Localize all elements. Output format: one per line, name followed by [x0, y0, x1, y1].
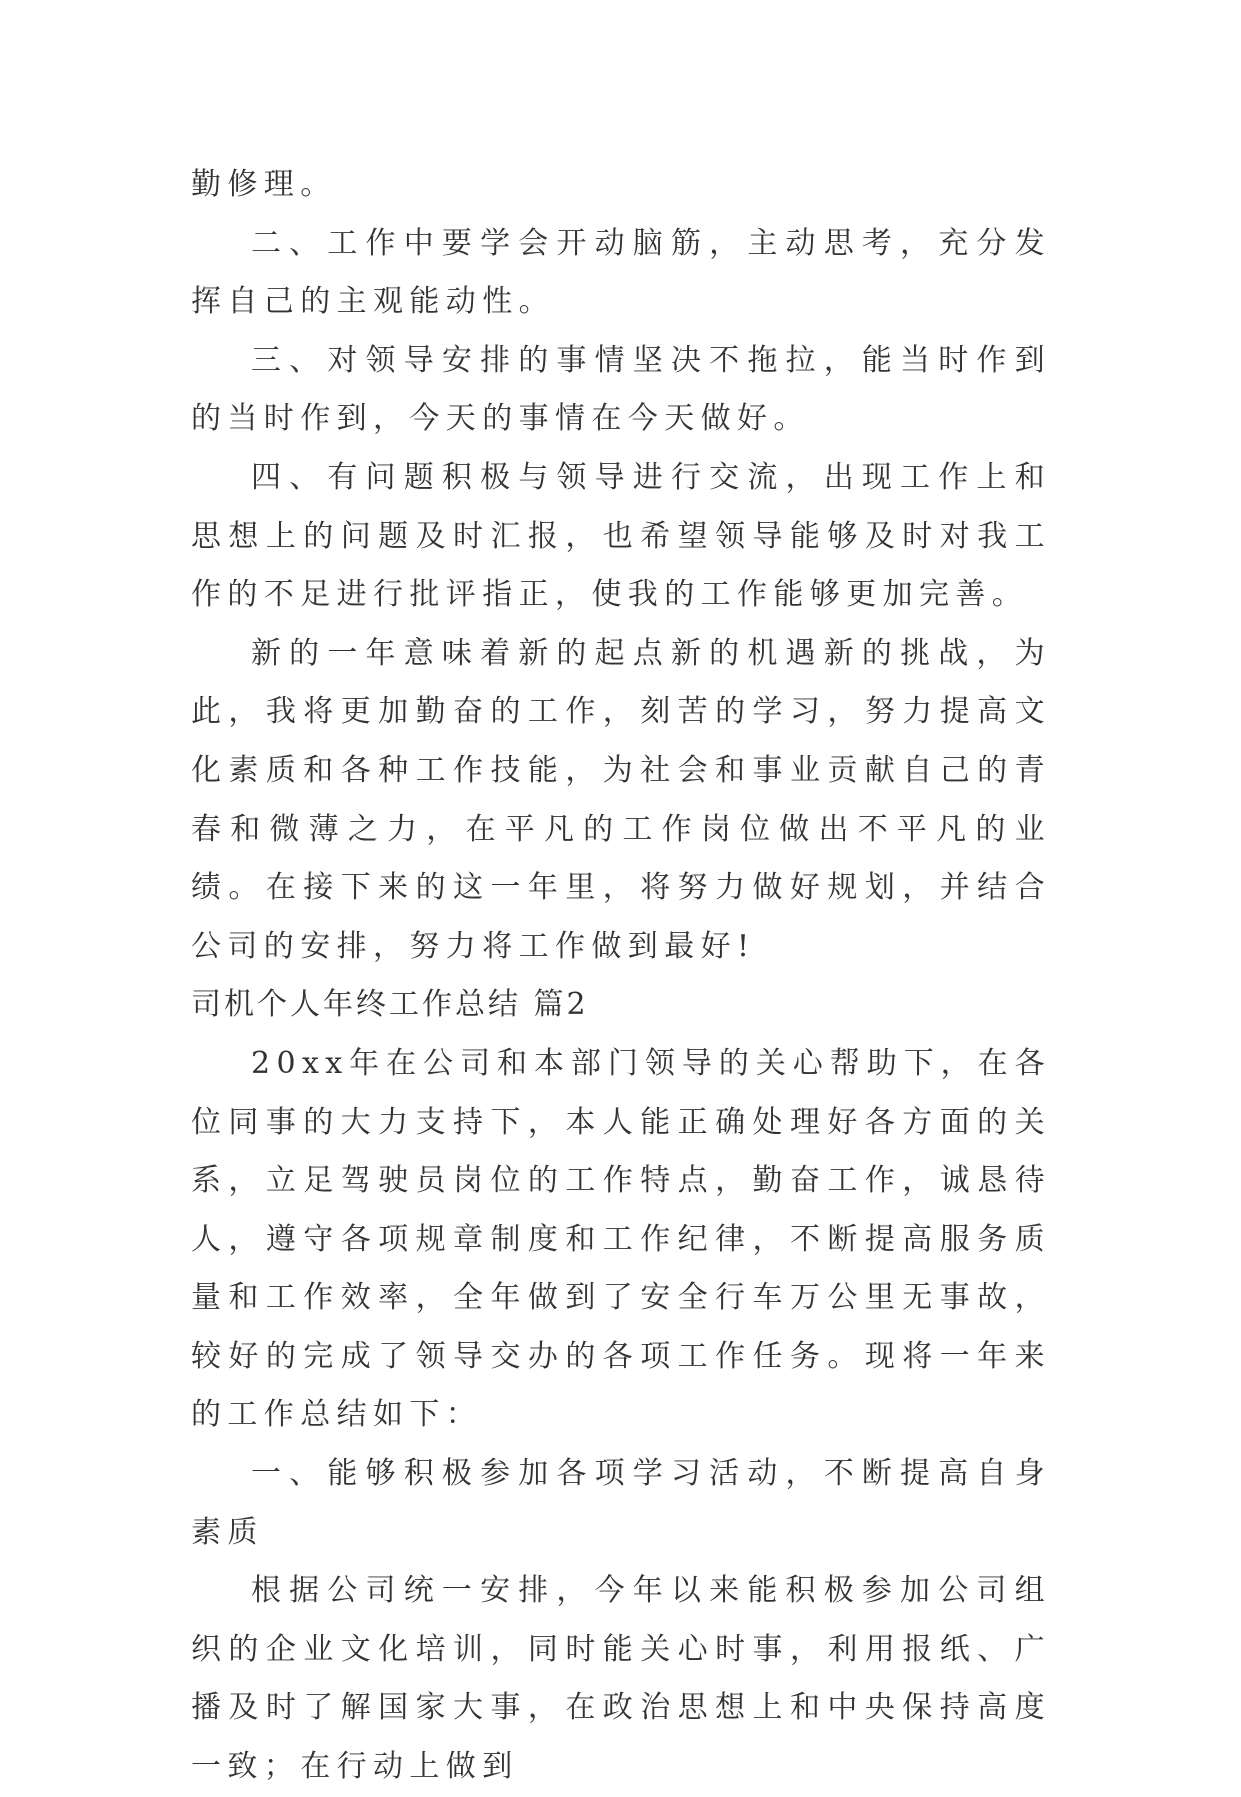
document-body	[191, 156, 1051, 1797]
paragraph-item-two: 二、工作中要学会开动脑筋，主动思考，充分发挥自己的主观能动性。	[191, 225, 1051, 320]
paragraph-item-four: 四、有问题积极与领导进行交流，出现工作上和思想上的问题及时汇报，也希望领导能够及时对我工作的不足进行批评指正，使我的工作能够更加完善。	[191, 459, 1051, 613]
paragraph-item-three: 三、对领导安排的事情坚决不拖拉，能当时作到的当时作到，今天的事情在今天做好。	[191, 342, 1051, 437]
paragraph-intro: 20xx年在公司和本部门领导的关心帮助下，在各位同事的大力支持下，本人能正确处理好各方面的关系，立足驾驶员岗位的工作特点，勤奋工作，诚恳待人，遵守各项规章制度和工作纪律，不断提高服务质量和工作效率，全年做到了安全行车万公里无事故，较好的完成了领导交办的各项工作任务。现将一年来的工作总结如下：	[191, 1045, 1051, 1433]
paragraph-point-one: 一、能够积极参加各项学习活动，不断提高自身素质	[191, 1456, 1051, 1550]
section-title: 司机个人年终工作总结 篇2	[191, 987, 589, 1023]
paragraph-new-year: 新的一年意味着新的起点新的机遇新的挑战，为此，我将更加勤奋的工作，刻苦的学习，努力提高文化素质和各种工作技能，为社会和事业贡献自己的青春和微薄之力，在平凡的工作岗位做出不平凡的业绩。在接下来的这一年里，将努力做好规划，并结合公司的安排，努力将工作做到最好!	[191, 635, 1051, 964]
paragraph-point-one-detail: 根据公司统一安排，今年以来能积极参加公司组织的企业文化培训，同时能关心时事，利用报纸、广播及时了解国家大事，在政治思想上和中央保持高度一致；在行动上做到	[191, 1573, 1051, 1785]
paragraph-continuation: 勤修理。	[191, 167, 337, 202]
